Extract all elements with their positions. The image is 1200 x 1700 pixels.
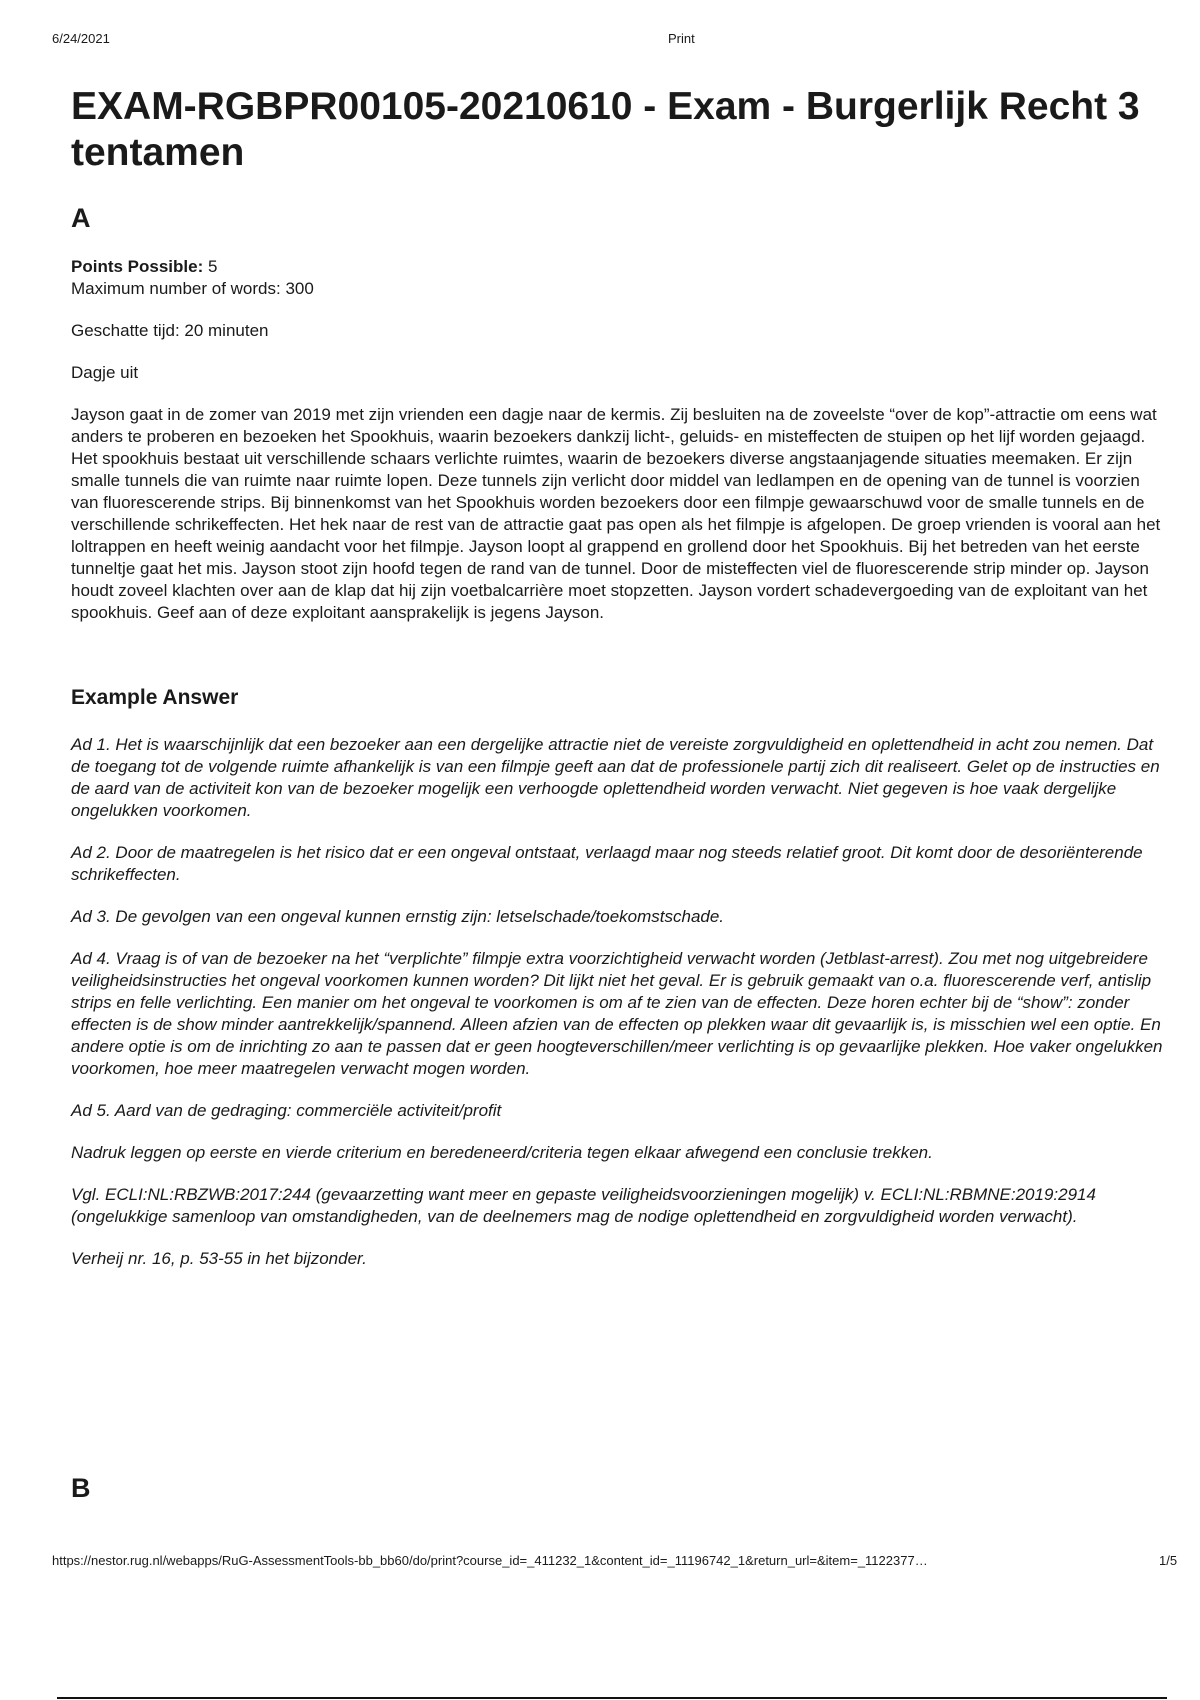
question-label: A [71, 203, 91, 233]
answer-paragraph: Ad 1. Het is waarschijnlijk dat een bezoeker aan een dergelijke attractie niet de vereiste zorgvuldigheid en oplettendheid in acht zou nemen. Dat de toegang tot de volgende ruimte afhankelijk is van een filmpje geeft aan dat de professionele partij zich dit realiseert. Gelet op de instructies en de aard van de activiteit kon van de bezoeker mogelijk een verhoogde oplettendheid worden verwacht. Niet gegeven is hoe vaak dergelijke ongelukken voorkomen. [71, 735, 1160, 820]
footer-page-number: 1/5 [1159, 1553, 1178, 1568]
print-date: 6/24/2021 [52, 31, 110, 46]
answer-paragraph: Ad 3. De gevolgen van een ongeval kunnen ernstig zijn: letselschade/toekomstschade. [71, 907, 725, 926]
answer-paragraph: Ad 2. Door de maatregelen is het risico dat er een ongeval ontstaat, verlaagd maar nog steeds relatief groot. Dit komt door de desoriënterende schrikeffecten. [71, 843, 1143, 884]
question-meta [71, 256, 1171, 300]
case-text: Jayson gaat in de zomer van 2019 met zijn vrienden een dagje naar de kermis. Zij besluiten na de zoveelste “over de kop”-attractie om eens wat anders te proberen en bezoeken het Spookhuis, waarin bezoekers dankzij licht-, geluids- en misteffecten de stuipen op het lijf worden gejaagd. Het spookhuis bestaat uit verschillende schaars verlichte ruimtes, waarin de bezoekers diverse angstaanjagende situaties meemaken. Er zijn smalle tunnels die van ruimte naar ruimte lopen. Deze tunnels zijn verlicht door middel van ledlampen en de opening van de tunnel is voorzien van fluorescerende strips. Bij binnenkomst van het Spookhuis worden bezoekers door een filmpje gewaarschuwd voor de smalle tunnels en de verschillende schrikeffecten. Het hek naar de rest van de attractie gaat pas open als het filmpje is afgelopen. De groep vrienden is vooral aan het loltrappen en heeft weinig aandacht voor het filmpje. Jayson loopt al grappend en grollend door het Spookhuis. Bij het betreden van het eerste tunneltje gaat het mis. Jayson stoot zijn hoofd tegen de rand van de tunnel. Door de misteffecten viel de fluorescerende strip minder op. Jayson houdt zoveel klachten over aan de klap dat hij zijn voetbalcarrière moet stopzetten. Jayson vordert schadevergoeding van de exploitant van het spookhuis. Geef aan of deze exploitant aansprakelijk is jegens Jayson. [71, 405, 1161, 622]
print-page-title: Print [668, 31, 695, 46]
points-possible [71, 256, 1171, 278]
answer-paragraph: Vgl. ECLI:NL:RBZWB:2017:244 (gevaarzetting want meer en gepaste veiligheidsvoorzieningen mogelijk) v. ECLI:NL:RBMNE:2019:2914 (ongelukkige samenloop van omstandigheden, van de deelnemers mag de nodige oplettendheid en zorgvuldigheid worden verwacht). [71, 1185, 1096, 1226]
next-question-label: B [71, 1473, 91, 1503]
footer-url: https://nestor.rug.nl/webapps/RuG-AssessmentTools-bb_bb60/do/print?course_id=_411232_1&content_id=_11196742_1&return_url=&item=_1122377… [52, 1553, 928, 1568]
max-words: Maximum number of words: 300 [71, 279, 314, 298]
answer-paragraph: Ad 5. Aard van de gedraging: commerciële activiteit/profit [71, 1101, 502, 1120]
answer-paragraph: Verheij nr. 16, p. 53-55 in het bijzonder. [71, 1249, 367, 1268]
example-answer-heading: Example Answer [71, 686, 239, 709]
points-label: Points Possible: [71, 257, 204, 276]
estimated-time: Geschatte tijd: 20 minuten [71, 321, 269, 340]
answer-paragraph: Nadruk leggen op eerste en vierde criterium en beredeneerd/criteria tegen elkaar afwegend een conclusie trekken. [71, 1143, 933, 1162]
points-value: 5 [207, 257, 218, 276]
exam-content [71, 84, 1171, 1270]
exam-title: EXAM-RGBPR00105-20210610 - Exam - Burgerlijk Recht 3 tentamen [71, 85, 1140, 174]
page-divider [57, 1697, 1167, 1699]
case-title: Dagje uit [71, 363, 139, 382]
answer-paragraph: Ad 4. Vraag is of van de bezoeker na het “verplichte” filmpje extra voorzichtigheid verwacht worden (Jetblast-arrest). Zou met nog uitgebreidere veiligheidsinstructies het ongeval voorkomen kunnen worden? Dit lijkt niet het geval. Er is gebruik gemaakt van o.a. fluorescerende verf, antislip strips en felle verlichting. Een manier om het ongeval te voorkomen is om af te zien van de effecten. Deze horen echter bij de “show”: zonder effecten is de show minder aantrekkelijk/spannend. Alleen afzien van de effecten op plekken waar dit gevaarlijk is, is misschien wel een optie. En andere optie is om de inrichting zo aan te passen dat er geen hoogteverschillen/meer verlichting is op gevaarlijke plekken. Hoe vaker ongelukken voorkomen, hoe meer maatregelen verwacht mogen worden. [71, 949, 1163, 1078]
